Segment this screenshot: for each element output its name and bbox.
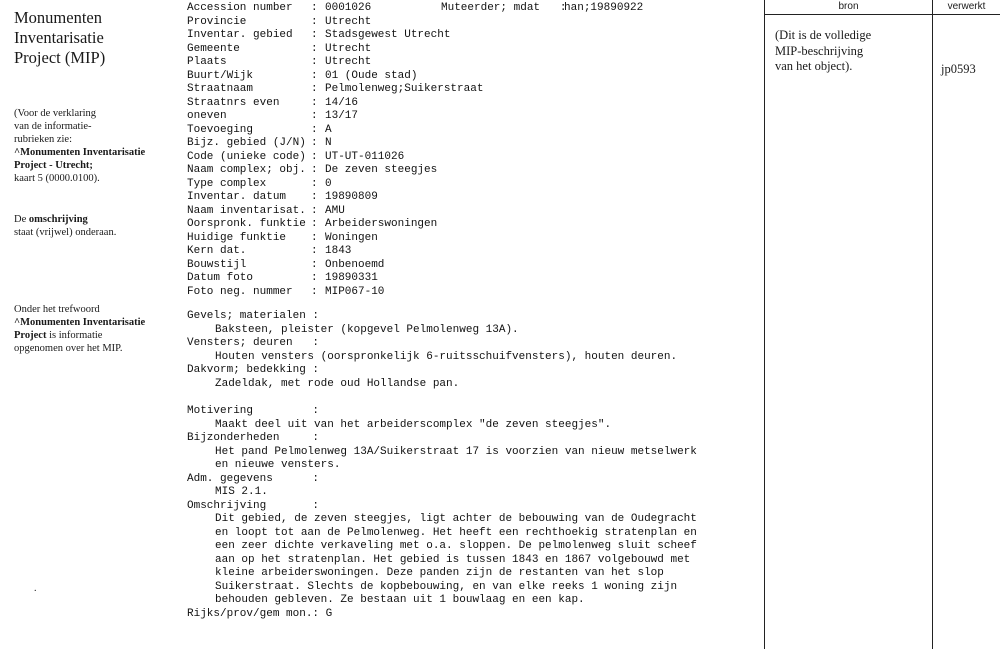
field-label: oneven <box>187 110 227 122</box>
column-divider-bron <box>764 0 765 649</box>
field-value: 0001026 <box>325 2 372 14</box>
record-field-row <box>187 83 483 97</box>
description-section <box>187 405 727 432</box>
verwerkt-header: verwerkt <box>947 1 986 12</box>
section-line: MIS 2.1. <box>215 486 268 498</box>
field-separator: : <box>311 191 318 203</box>
field-value: 14/16 <box>325 96 359 109</box>
bron-line: van het object). <box>775 59 853 73</box>
note-line: rubrieken zie: <box>14 134 73 145</box>
field-value: Utrecht <box>325 42 372 55</box>
field-value: Pelmolenweg;Suikerstraat <box>325 83 484 95</box>
record-field-row <box>187 2 483 16</box>
section-line: Dit gebied, de zeven steegjes, ligt achter de bebouwing van de Oudegracht <box>215 513 697 525</box>
field-label: Provincie <box>187 15 247 28</box>
field-separator: : <box>311 218 318 230</box>
stray-dot: . <box>34 583 37 594</box>
field-label: Toevoeging <box>187 123 254 136</box>
field-separator: : <box>311 69 318 82</box>
field-value: AMU <box>325 204 345 217</box>
section-line: aan op het stratenplan. Het gebied is tussen 1843 en 1867 volgebouwd met <box>215 553 691 566</box>
field-separator: : <box>311 83 318 95</box>
field-label: Bouwstijl <box>187 258 247 271</box>
section-body <box>187 419 727 433</box>
bron-note <box>775 28 925 75</box>
record-field-row <box>187 29 483 43</box>
field-label: Datum foto <box>187 272 254 284</box>
record-field-row <box>187 70 483 84</box>
section-line: Baksteen, pleister (kopgevel Pelmolenweg 13A). <box>215 323 519 336</box>
monument-status: Rijks/prov/gem mon.: G <box>187 607 333 620</box>
bron-header: bron <box>838 1 859 12</box>
description-group-materials <box>187 310 727 391</box>
section-line: Het pand Pelmolenweg 13A/Suikerstraat 17 is voorzien van nieuw metselwerk <box>215 445 697 458</box>
field-separator: : <box>311 96 318 109</box>
mutator-field: Muteerder; mdat :han;19890922 <box>441 2 644 14</box>
field-value: 13/17 <box>325 110 359 122</box>
field-label: Accession number <box>187 2 293 14</box>
section-line: een zeer dichte verkaveling met o.a. sloppen. De pelmolenweg sluit scheef <box>215 540 697 552</box>
note-explanation <box>14 107 164 185</box>
field-value: UT-UT-011026 <box>325 150 405 163</box>
record-field-row <box>187 110 483 124</box>
field-separator: : <box>311 285 318 298</box>
field-separator: : <box>311 110 318 122</box>
field-label: Straatnaam <box>187 83 254 95</box>
record-field-row <box>187 245 483 259</box>
section-body <box>187 513 727 608</box>
field-value: N <box>325 137 332 149</box>
section-line: Maakt deel uit van het arbeiderscomplex "de zeven steegjes". <box>215 418 612 431</box>
record-field-row <box>187 43 483 57</box>
field-value: 0 <box>325 177 332 190</box>
mutator-label: Muteerder; mdat <box>441 2 541 14</box>
field-separator: : <box>311 164 318 176</box>
mip-title-line: Monumenten <box>14 8 102 27</box>
bron-line: (Dit is de volledige <box>775 28 872 42</box>
description-section <box>187 473 727 500</box>
section-line: Houten vensters (oorspronkelijk 6-ruitsschuifvensters), houten deuren. <box>215 350 678 363</box>
note-line: opgenomen over het MIP. <box>14 343 123 354</box>
mip-title-line: Inventarisatie <box>14 28 104 47</box>
section-line: kleine arbeiderswoningen. Deze panden zijn de restanten van het slop <box>215 567 664 579</box>
field-separator: : <box>311 56 318 68</box>
field-separator: : <box>311 29 318 41</box>
field-value: 01 (Oude stad) <box>325 69 418 82</box>
record-field-row <box>187 191 483 205</box>
field-value: Utrecht <box>325 15 372 28</box>
mip-title-line: Project (MIP) <box>14 48 106 67</box>
field-separator: : <box>311 231 318 244</box>
field-label: Buurt/Wijk <box>187 69 254 82</box>
note-line: (Voor de verklaring <box>14 108 97 119</box>
note-bold: Project <box>14 330 47 341</box>
note-text: De <box>14 214 29 225</box>
description-section <box>187 500 727 608</box>
note-line: kaart 5 (0000.0100). <box>14 173 100 184</box>
field-value: MIP067-10 <box>325 285 385 298</box>
note-line: staat (vrijwel) onderaan. <box>14 227 117 238</box>
header-rule <box>764 14 1000 15</box>
note-line: van de informatie- <box>14 121 92 132</box>
record-fields <box>187 2 483 299</box>
section-heading: Dakvorm; bedekking : <box>187 364 320 376</box>
record-field-row <box>187 272 483 286</box>
note-text: is informatie <box>46 330 103 341</box>
field-value: Onbenoemd <box>325 258 385 271</box>
field-value: Arbeiderswoningen <box>325 218 438 230</box>
record-field-row <box>187 137 483 151</box>
field-label: Naam inventarisat. <box>187 204 306 217</box>
field-value: Utrecht <box>325 56 372 68</box>
record-field-row <box>187 16 483 30</box>
note-bold: Project - Utrecht; <box>14 160 93 171</box>
field-value: A <box>325 123 332 136</box>
record-field-row <box>187 97 483 111</box>
note-trefwoord <box>14 303 164 355</box>
field-label: Foto neg. nummer <box>187 285 293 298</box>
mutator-value: han;19890922 <box>564 2 644 14</box>
note-bold: ^Monumenten Inventarisatie <box>14 147 146 158</box>
field-separator: : <box>311 123 318 136</box>
section-body <box>187 486 727 500</box>
record-field-row <box>187 232 483 246</box>
description-section <box>187 364 727 391</box>
section-line: en loopt tot aan de Pelmolenweg. Het heeft een rechthoekig stratenplan en <box>215 526 697 539</box>
field-separator: : <box>311 245 318 257</box>
section-heading: Omschrijving : <box>187 499 320 512</box>
mip-title <box>14 8 164 68</box>
record-field-row <box>187 218 483 232</box>
note-omschrijving <box>14 213 164 239</box>
verwerkt-code: jp0593 <box>941 62 976 76</box>
record-field-row <box>187 178 483 192</box>
field-separator: : <box>311 42 318 55</box>
record-field-row <box>187 286 483 300</box>
note-bold: ^Monumenten Inventarisatie <box>14 317 146 328</box>
record-field-row <box>187 205 483 219</box>
field-separator: : <box>311 272 318 284</box>
field-value: Woningen <box>325 231 378 244</box>
description-group-notes <box>187 405 727 608</box>
field-separator: : <box>311 150 318 163</box>
field-separator: : <box>311 137 318 149</box>
record-field-row <box>187 56 483 70</box>
field-value: Stadsgewest Utrecht <box>325 29 451 41</box>
field-label: Huidige funktie <box>187 231 287 244</box>
note-bold: omschrijving <box>28 214 88 225</box>
field-label: Gemeente <box>187 42 240 55</box>
field-value: 19890809 <box>325 191 378 203</box>
field-label: Oorspronk. funktie <box>187 218 306 230</box>
record-field-row <box>187 164 483 178</box>
record-field-row <box>187 259 483 273</box>
field-label: Plaats <box>187 56 227 68</box>
field-label: Kern dat. <box>187 245 247 257</box>
field-value: 1843 <box>325 245 352 257</box>
field-separator: : <box>311 177 318 190</box>
field-value: 19890331 <box>325 272 378 284</box>
description-section <box>187 337 727 364</box>
field-label: Code (unieke code) <box>187 150 306 163</box>
left-column <box>14 8 164 594</box>
section-body <box>187 378 727 392</box>
section-heading: Motivering : <box>187 405 320 417</box>
field-separator: : <box>311 258 318 271</box>
record-field-row <box>187 124 483 138</box>
section-body <box>187 324 727 338</box>
section-heading: Adm. gegevens : <box>187 472 320 485</box>
field-separator: : <box>311 15 318 28</box>
field-label: Inventar. gebied <box>187 29 293 41</box>
section-body <box>187 446 727 473</box>
field-label: Bijz. gebied (J/N) <box>187 137 306 149</box>
section-line: Zadeldak, met rode oud Hollandse pan. <box>215 377 460 390</box>
field-label: Type complex <box>187 177 267 190</box>
section-line: behouden gebleven. Ze bestaan uit 1 bouwlaag en een kap. <box>215 594 585 606</box>
section-heading: Gevels; materialen : <box>187 310 320 322</box>
field-separator: : <box>311 2 318 14</box>
section-body <box>187 351 727 365</box>
section-line: en nieuwe vensters. <box>215 459 341 471</box>
section-line: Suikerstraat. Slechts de kopbebouwing, en van elke reeks 1 woning zijn <box>215 580 678 593</box>
field-label: Straatnrs even <box>187 96 280 109</box>
section-heading: Vensters; deuren : <box>187 337 320 349</box>
description-section <box>187 310 727 337</box>
description-section <box>187 432 727 473</box>
section-heading: Bijzonderheden : <box>187 432 320 444</box>
field-value: De zeven steegjes <box>325 164 438 176</box>
record-description <box>187 310 727 621</box>
field-label: Inventar. datum <box>187 191 287 203</box>
bron-line: MIP-beschrijving <box>775 43 864 58</box>
record-field-row <box>187 151 483 165</box>
field-label: Naam complex; obj. <box>187 164 306 176</box>
note-line: Onder het trefwoord <box>14 304 100 315</box>
field-separator: : <box>311 204 318 217</box>
column-divider-verwerkt <box>932 0 933 649</box>
